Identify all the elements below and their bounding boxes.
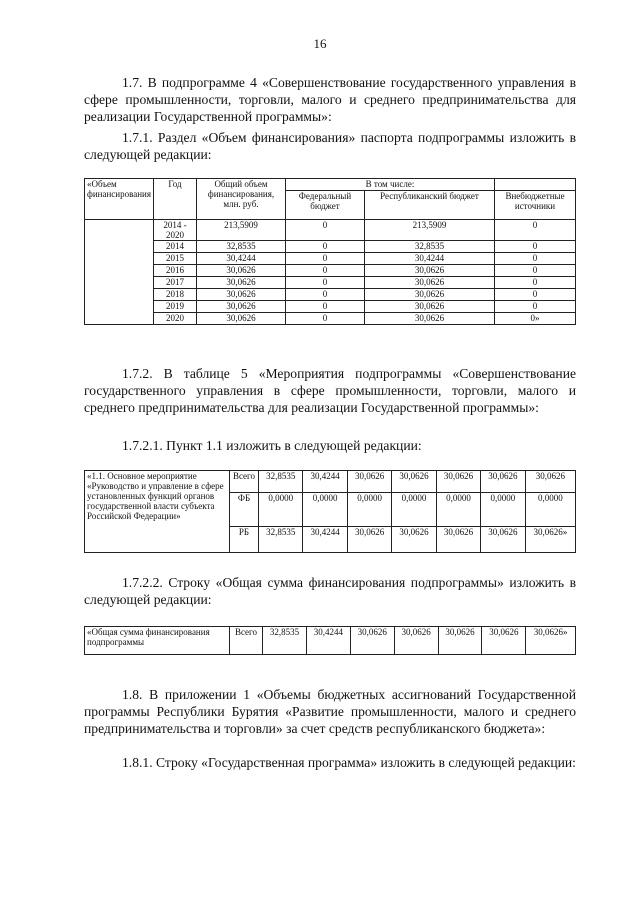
paragraph-1-7-2-2: 1.7.2.2. Строку «Общая сумма финансирования подпрограммы» изложить в следующей редакции: [84,575,576,607]
table-row [85,289,576,301]
total-cell: 30,4244 [196,253,285,265]
republic-cell: 30,4244 [364,253,494,265]
table-row [85,253,576,265]
extra-cell: 0 [495,265,576,277]
value-cell: 30,0626 [436,471,480,493]
measure-label: «1.1. Основное мероприятие «Руководство и управление в сфере установленных функций органов государственной власти субъекта Российской Федерации» [85,471,230,553]
header-republic: Республиканский бюджет [364,191,494,220]
total-financing-table [84,626,576,655]
paragraph-1-7-1: 1.7.1. Раздел «Объем финансирования» паспорта подпрограммы изложить в следующей редакции: [84,130,576,162]
republic-cell: 30,0626 [364,277,494,289]
value-cell: 30,0626 [347,527,391,553]
extra-cell: 0 [495,253,576,265]
table-row [85,241,576,253]
federal-cell: 0 [285,253,364,265]
header-federal: Федеральный бюджет [285,191,364,220]
financing-label: «Объем финансирования [85,179,154,220]
value-cell: 30,4244 [306,627,350,655]
measures-table [84,470,576,553]
total-cell: 32,8535 [196,241,285,253]
page-number: 16 [313,36,327,51]
table-row [85,220,576,241]
value-cell: 0,0000 [259,493,303,527]
federal-cell: 0 [285,265,364,277]
source-cell: РБ [230,527,259,553]
total-label: «Общая сумма финансирования подпрограммы [85,627,230,655]
value-cell: 30,0626 [394,627,438,655]
year-cell: 2015 [153,253,196,265]
extra-cell: 0 [495,241,576,253]
federal-cell: 0 [285,220,364,241]
table-row [85,301,576,313]
paragraph-1-8-1: 1.8.1. Строку «Государственная программа» изложить в следующей редакции: [122,755,576,770]
year-cell: 2018 [153,289,196,301]
table-row [85,265,576,277]
value-cell: 30,0626» [526,627,576,655]
value-cell: 30,0626» [525,527,575,553]
republic-cell: 32,8535 [364,241,494,253]
value-cell: 32,8535 [259,471,303,493]
republic-cell: 30,0626 [364,289,494,301]
republic-cell: 213,5909 [364,220,494,241]
extra-cell: 0» [495,313,576,325]
paragraph-1-8: 1.8. В приложении 1 «Объемы бюджетных ассигнований Государственной программы Республики Бурятия «Развитие промышленности, малого и среднего предпринимательства и торговли» за счет средств республиканского бюджета»: [84,687,576,736]
year-cell: 2019 [153,301,196,313]
value-cell: 30,0626 [347,471,391,493]
value-cell: 30,0626 [392,471,436,493]
source-cell: Всего [230,627,263,655]
value-cell: 30,0626 [350,627,394,655]
republic-cell: 30,0626 [364,313,494,325]
value-cell: 0,0000 [303,493,347,527]
paragraph-1-7-2-1: 1.7.2.1. Пункт 1.1 изложить в следующей редакции: [122,438,422,453]
value-cell: 30,4244 [303,527,347,553]
source-cell: Всего [230,471,259,493]
header-extra: Внебюджетные источники [495,191,576,220]
value-cell: 30,0626 [482,627,526,655]
value-cell: 30,0626 [438,627,482,655]
value-cell: 30,0626 [436,527,480,553]
value-cell: 30,0626 [481,471,525,493]
value-cell: 32,8535 [259,527,303,553]
financing-table [84,178,576,325]
extra-cell: 0 [495,277,576,289]
extra-cell: 0 [495,301,576,313]
year-cell: 2017 [153,277,196,289]
paragraph-1-7: 1.7. В подпрограмме 4 «Совершенствование государственного управления в сфере промышленности, торговли, малого и среднего предпринимательства для реализации Государственной программы»: [84,75,576,124]
federal-cell: 0 [285,313,364,325]
header-total: Общий объем финансирования, млн. руб. [196,179,285,220]
total-cell: 30,0626 [196,313,285,325]
header-including: В том числе: [285,179,494,191]
year-cell: 2020 [153,313,196,325]
value-cell: 0,0000 [525,493,575,527]
federal-cell: 0 [285,301,364,313]
total-cell: 213,5909 [196,220,285,241]
value-cell: 30,0626 [525,471,575,493]
republic-cell: 30,0626 [364,301,494,313]
federal-cell: 0 [285,277,364,289]
table-row [85,313,576,325]
extra-cell: 0 [495,289,576,301]
value-cell: 30,0626 [481,527,525,553]
value-cell: 30,0626 [392,527,436,553]
value-cell: 0,0000 [481,493,525,527]
value-cell: 0,0000 [392,493,436,527]
federal-cell: 0 [285,241,364,253]
year-cell: 2014 - 2020 [153,220,196,241]
year-cell: 2014 [153,241,196,253]
total-cell: 30,0626 [196,265,285,277]
table-row [85,277,576,289]
header-blank [495,179,576,191]
value-cell: 30,4244 [303,471,347,493]
federal-cell: 0 [285,289,364,301]
total-cell: 30,0626 [196,277,285,289]
value-cell: 0,0000 [436,493,480,527]
republic-cell: 30,0626 [364,265,494,277]
paragraph-1-7-2: 1.7.2. В таблице 5 «Мероприятия подпрограммы «Совершенствование государственного управления в сфере промышленности, торговли, малого и среднего предпринимательства для реализации Государственной программы»: [84,366,576,415]
value-cell: 0,0000 [347,493,391,527]
header-year: Год [153,179,196,220]
source-cell: ФБ [230,493,259,527]
total-cell: 30,0626 [196,301,285,313]
year-cell: 2016 [153,265,196,277]
extra-cell: 0 [495,220,576,241]
value-cell: 32,8535 [263,627,307,655]
total-cell: 30,0626 [196,289,285,301]
